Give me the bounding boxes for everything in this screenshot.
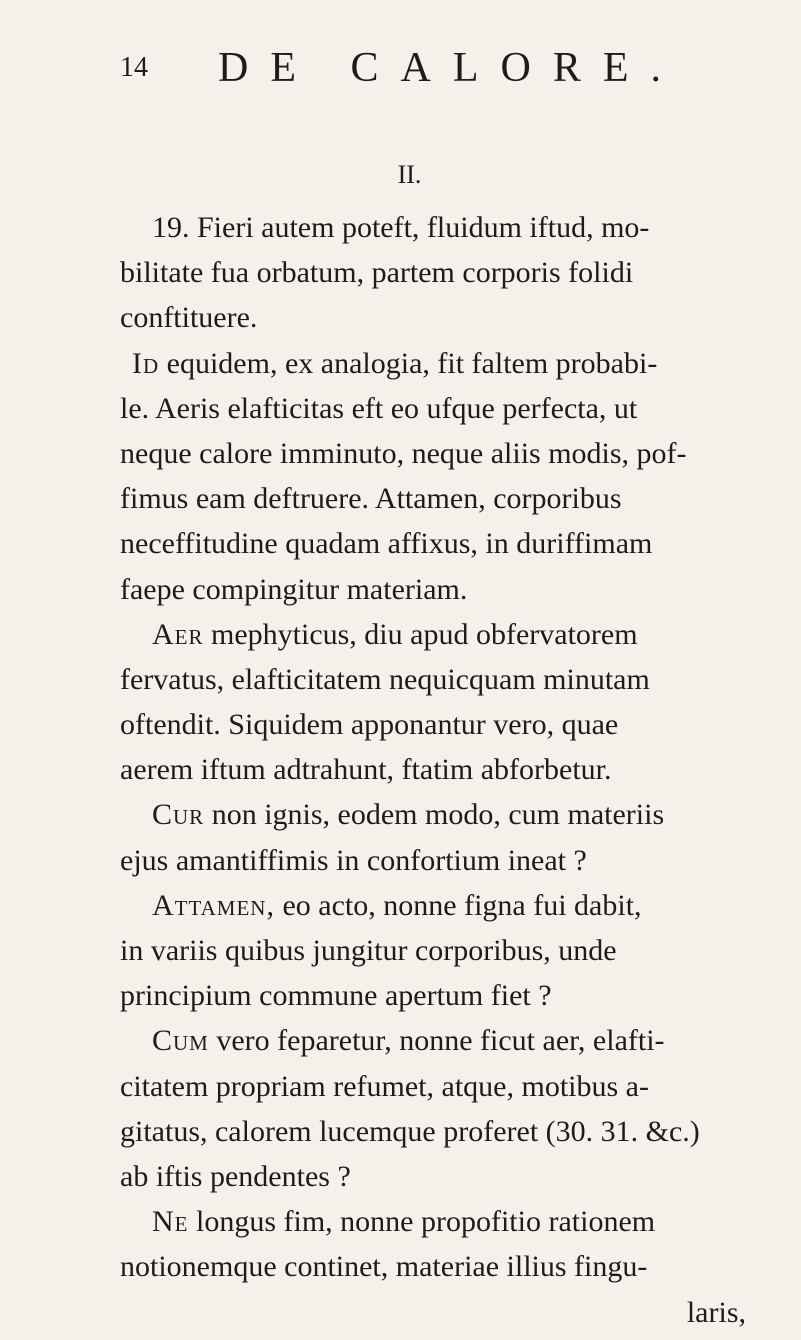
text-line: fimus eam deftruere. Attamen, corporibus	[120, 482, 622, 516]
text-line: 19. Fieri autem poteft, fluidum iftud, mo-	[152, 211, 650, 244]
text-line: bilitate fua orbatum, partem corporis folidi	[120, 256, 634, 290]
text-line: aerem iftum adtrahunt, ftatim abforbetur.	[120, 753, 612, 787]
page-header	[120, 44, 740, 104]
text-line: ab iftis pendentes ?	[120, 1159, 351, 1193]
text-line: neque calore imminuto, neque aliis modis, pof-	[120, 436, 687, 470]
text-line: Cur non ignis, eodem modo, cum materiis	[152, 798, 665, 832]
text-line: principium commune apertum fiet ?	[120, 979, 552, 1013]
text-line: in variis quibus jungitur corporibus, unde	[120, 934, 617, 967]
text-line: Id equidem, ex analogia, fit faltem probabi-	[132, 346, 658, 380]
text-line: fervatus, elafticitatem nequicquam minutam	[120, 662, 650, 696]
text-line: faepe compingitur materiam.	[120, 572, 468, 606]
text-line: Attamen, eo acto, nonne figna fui dabit,	[152, 888, 642, 922]
page-number: 14	[120, 52, 148, 83]
text-line: neceffitudine quadam affixus, in duriffimam	[120, 527, 653, 561]
section-number: II.	[397, 160, 422, 189]
text-line: Ne longus fim, nonne propofitio rationem	[152, 1205, 656, 1239]
text-line: oftendit. Siquidem apponantur vero, quae	[120, 708, 619, 742]
text-line: citatem propriam refumet, atque, motibus a-	[120, 1069, 649, 1103]
text-line: gitatus, calorem lucemque proferet (30. 31. &c.)	[120, 1114, 700, 1148]
text-line: Cum vero feparetur, nonne ficut aer, elafti-	[152, 1024, 665, 1058]
text-line: notionemque continet, materiae illius fingu-	[120, 1250, 648, 1284]
text-line: ejus amantiffimis in confortium ineat ?	[120, 843, 587, 877]
text-line: conftituere.	[120, 301, 258, 335]
text-line: le. Aeris elafticitas eft eo ufque perfecta, ut	[120, 391, 638, 425]
running-title: DE CALORE.	[218, 45, 683, 91]
body-text	[120, 205, 748, 1335]
text-line: Aer mephyticus, diu apud obfervatorem	[152, 617, 638, 651]
text-line: laris,	[686, 1295, 746, 1329]
